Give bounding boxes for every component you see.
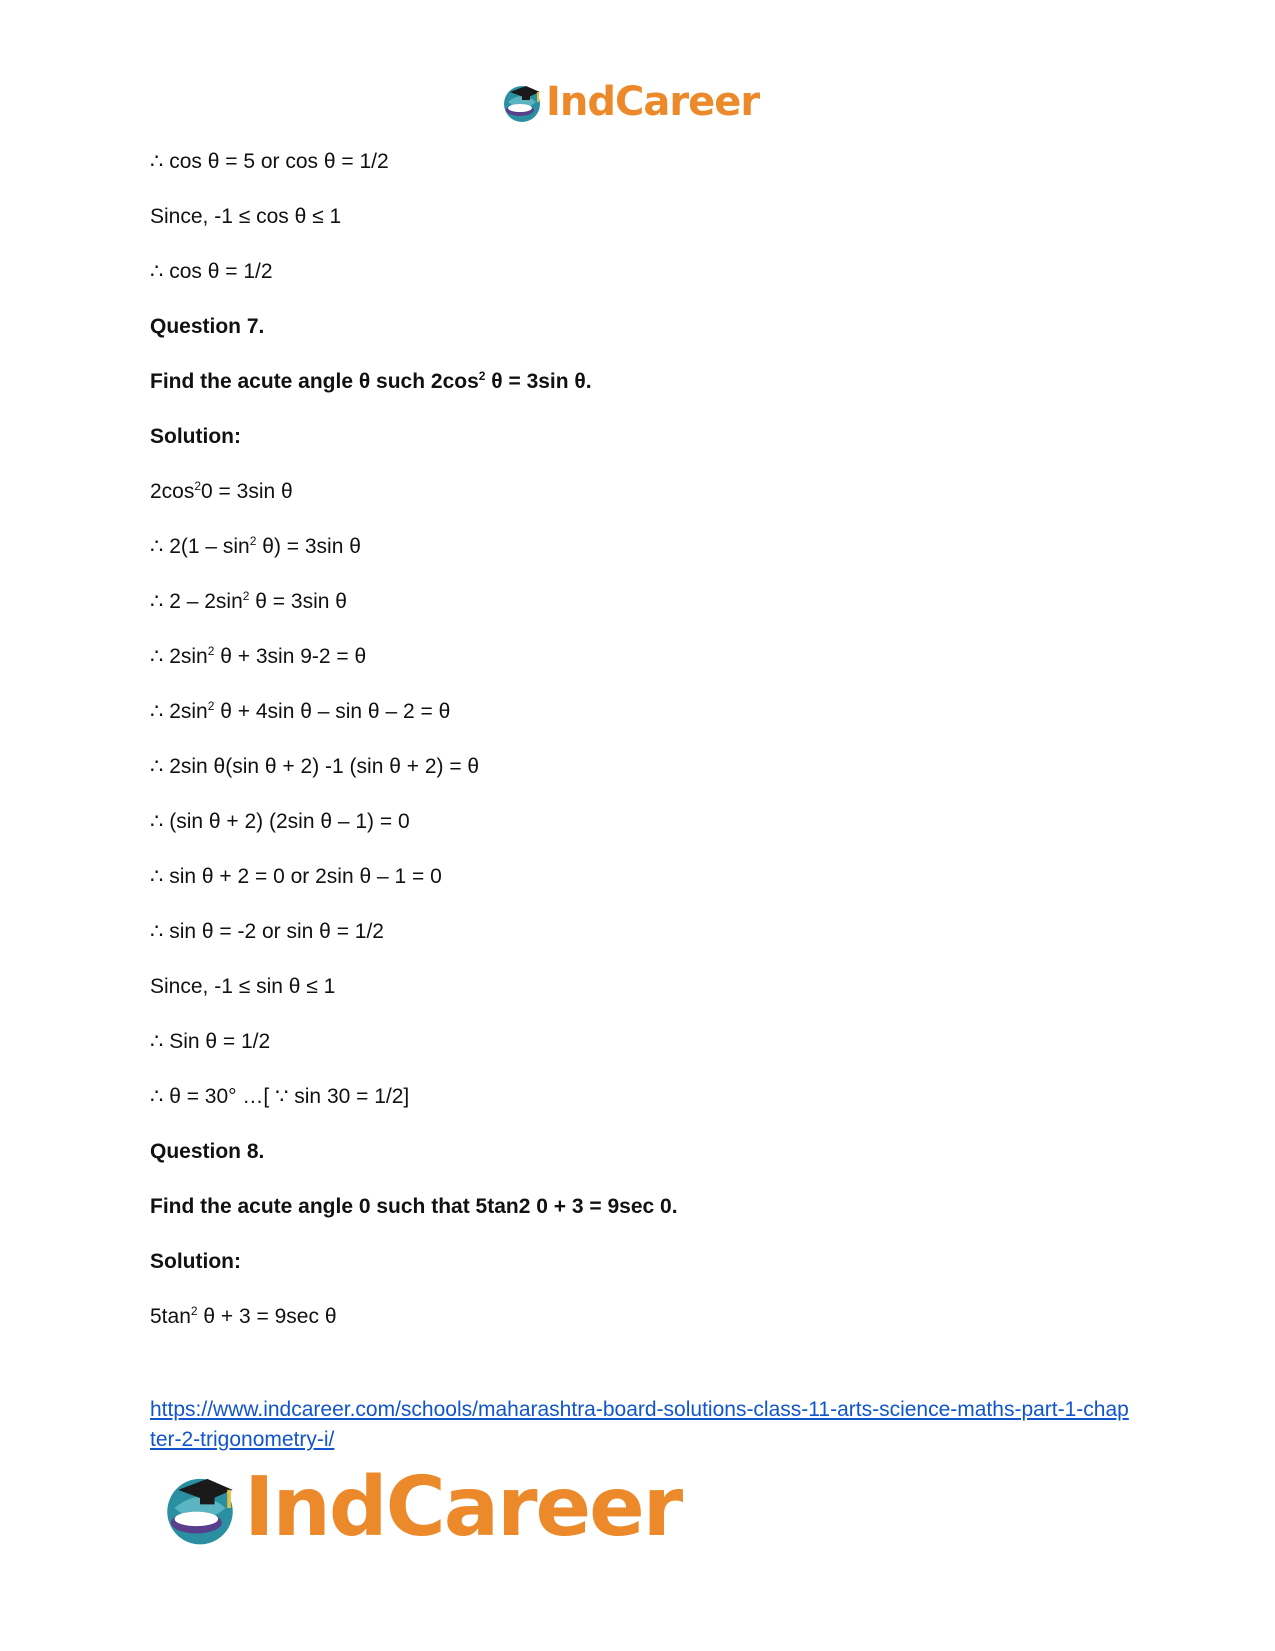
text-line [150, 865, 442, 889]
text-line [150, 700, 450, 724]
text-segment: ∴ sin θ + 2 = 0 or 2sin θ – 1 = 0 [150, 865, 442, 888]
heading-line [150, 1195, 678, 1219]
text-segment: ∴ cos θ = 1/2 [150, 260, 273, 283]
superscript: 2 [190, 1304, 198, 1318]
text-segment: ∴ 2 – 2sin [150, 590, 243, 613]
text-segment: 5tan [150, 1305, 191, 1328]
superscript: 2 [249, 534, 257, 548]
text-line [150, 920, 384, 944]
text-segment: 2cos [150, 480, 195, 503]
heading-line [150, 425, 241, 449]
text-line [150, 480, 293, 504]
text-segment: Find the acute angle θ such 2cos [150, 370, 479, 393]
text-line [150, 810, 410, 834]
text-line [150, 535, 361, 559]
text-segment: ∴ 2(1 – sin [150, 535, 250, 558]
text-line [150, 755, 479, 779]
graduation-globe-icon [500, 80, 544, 124]
text-segment: ∴ (sin θ + 2) (2sin θ – 1) = 0 [150, 810, 410, 833]
superscript: 2 [207, 644, 215, 658]
text-segment: ∴ cos θ = 5 or cos θ = 1/2 [150, 150, 389, 173]
text-line [150, 590, 347, 614]
text-line [150, 1085, 409, 1109]
text-line [150, 645, 366, 669]
text-line [150, 260, 273, 284]
superscript: 2 [194, 479, 202, 493]
footer-logo [160, 1460, 682, 1555]
superscript: 2 [478, 369, 486, 383]
text-segment: Find the acute angle 0 such that 5tan2 0 + 3 = 9sec 0. [150, 1195, 678, 1218]
heading-line [150, 1250, 241, 1274]
text-line [150, 975, 335, 999]
heading-line [150, 315, 264, 339]
text-segment: ∴ 2sin [150, 645, 208, 668]
brand-name: IndCareer [244, 1460, 682, 1555]
text-segment: θ + 3 = 9sec θ [197, 1305, 337, 1328]
text-segment: ∴ 2sin [150, 700, 208, 723]
text-segment: 0 = 3sin θ [201, 480, 293, 503]
text-segment: ∴ 2sin θ(sin θ + 2) -1 (sin θ + 2) = θ [150, 755, 480, 778]
text-segment: Solution: [150, 425, 241, 448]
superscript: 2 [207, 699, 215, 713]
text-segment: Solution: [150, 1250, 241, 1273]
heading-line [150, 370, 592, 394]
text-segment: ∴ θ = 30° …[ ∵ sin 30 = 1/2] [150, 1085, 410, 1108]
text-segment: θ + 3sin 9-2 = θ [214, 645, 367, 668]
text-segment: θ + 4sin θ – sin θ – 2 = θ [214, 700, 451, 723]
text-segment: Question 8. [150, 1140, 265, 1163]
text-segment: θ = 3sin θ [249, 590, 347, 613]
superscript: 2 [242, 589, 250, 603]
graduation-globe-icon [160, 1468, 240, 1548]
brand-name: IndCareer [546, 79, 760, 125]
text-line [150, 205, 341, 229]
header-logo [500, 78, 759, 126]
text-line [150, 150, 389, 174]
text-segment: Since, -1 ≤ cos θ ≤ 1 [150, 205, 342, 228]
heading-line [150, 1140, 264, 1164]
text-segment: ∴ sin θ = -2 or sin θ = 1/2 [150, 920, 384, 943]
text-line [150, 1030, 270, 1054]
text-segment: θ = 3sin θ. [485, 370, 592, 393]
text-segment: Question 7. [150, 315, 265, 338]
text-segment: θ) = 3sin θ [256, 535, 361, 558]
source-link[interactable]: https://www.indcareer.com/schools/maharashtra-board-solutions-class-11-arts-science-maths-part-1-chapter-2-trigonometry-i/ [150, 1398, 1129, 1451]
text-segment: Since, -1 ≤ sin θ ≤ 1 [150, 975, 336, 998]
text-line [150, 1305, 337, 1329]
text-segment: ∴ Sin θ = 1/2 [150, 1030, 271, 1053]
